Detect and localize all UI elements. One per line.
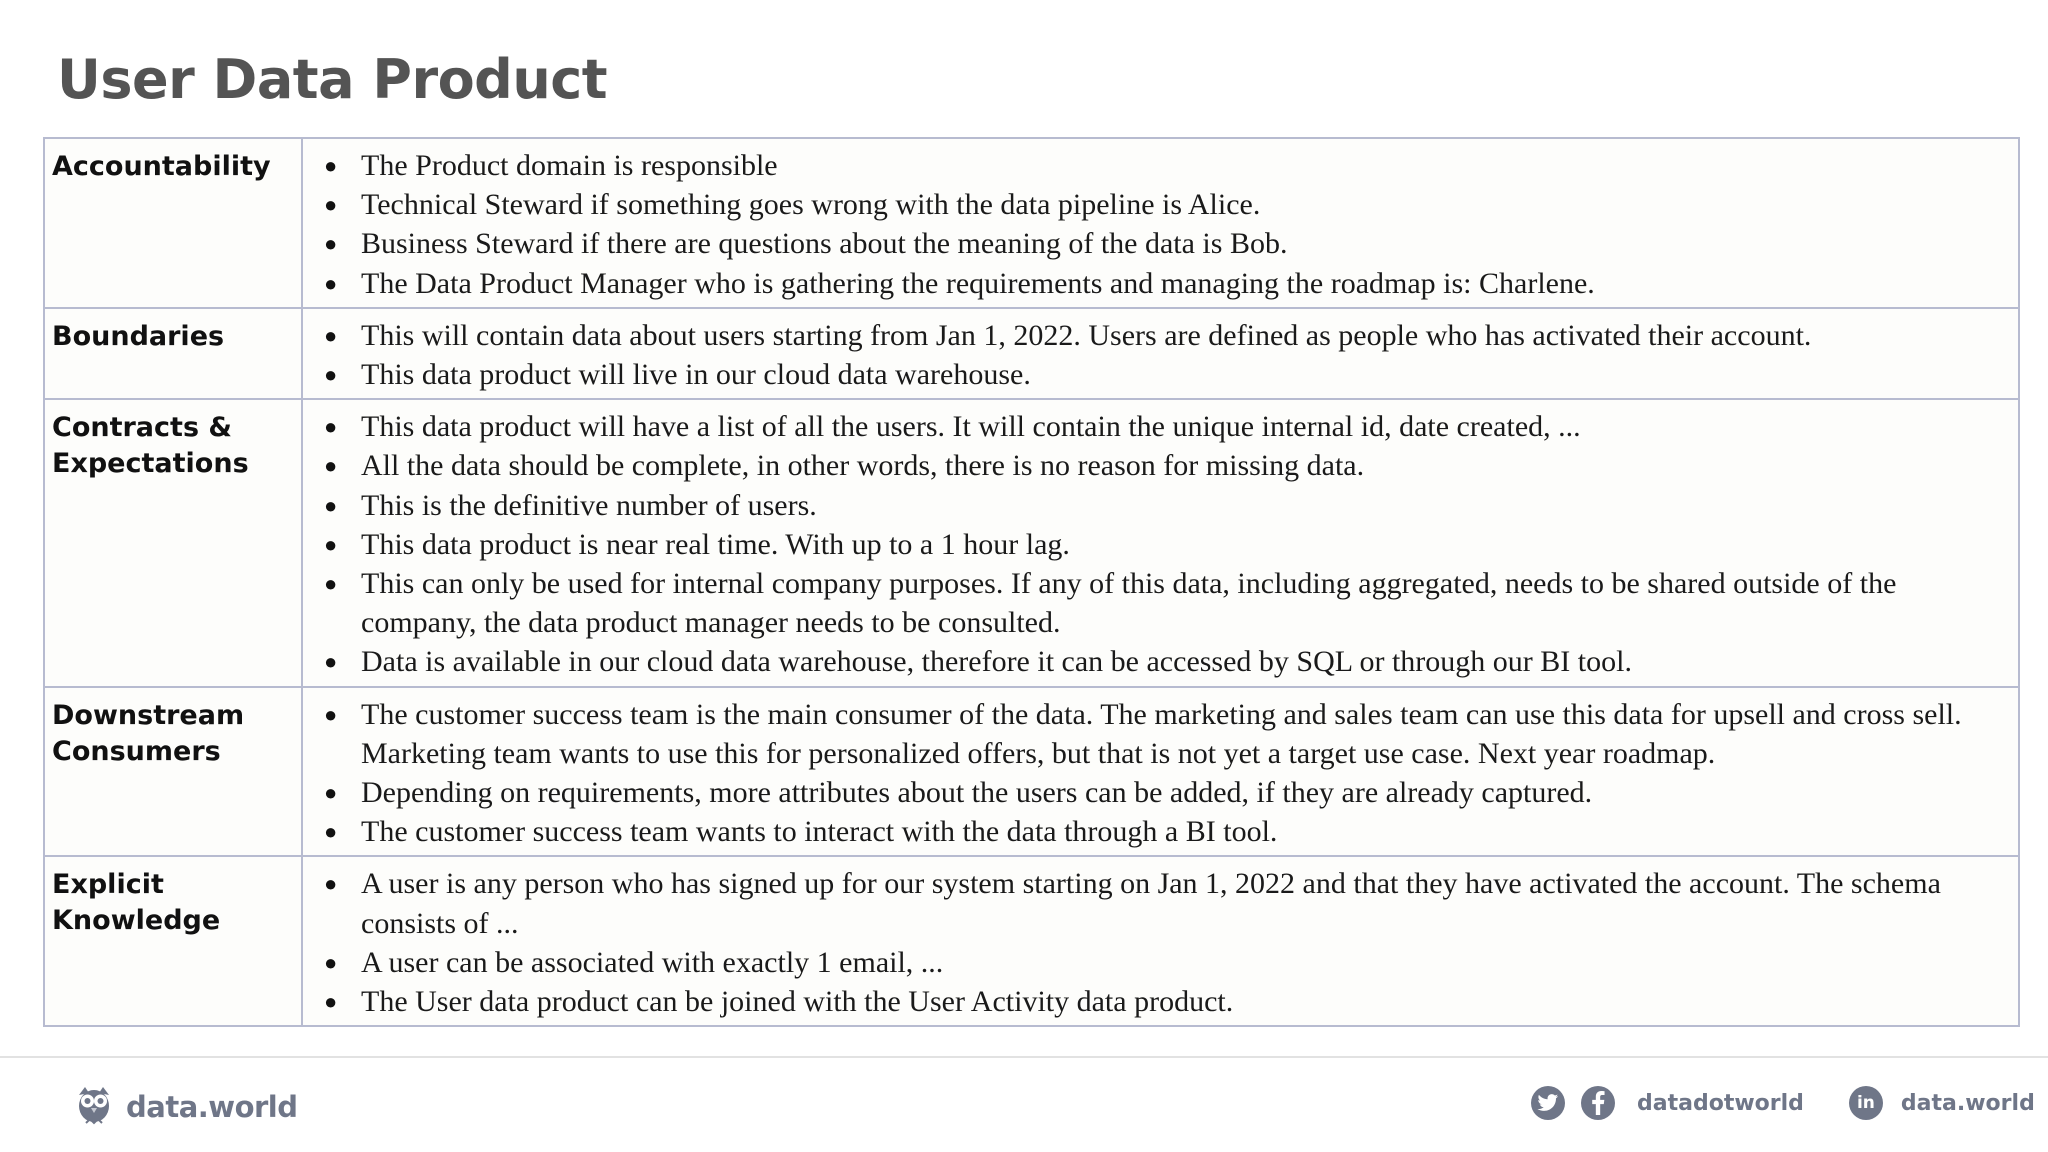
- bullet-item: [303, 486, 2002, 525]
- table-row: [44, 856, 2019, 1026]
- section-content: [302, 687, 2019, 857]
- section-label: Contracts & Expectations: [44, 399, 302, 686]
- bullet-text: The Data Product Manager who is gathering the requirements and managing the roadmap is: Charlene.: [361, 266, 1595, 300]
- bullet-text: This will contain data about users starting from Jan 1, 2022. Users are defined as people who has activated their account.: [361, 318, 1812, 352]
- bullet-text: Data is available in our cloud data warehouse, therefore it can be accessed by SQL or through our BI tool.: [361, 645, 1632, 679]
- bullet-dot-icon: ●: [324, 949, 338, 975]
- bullet-text: This is the definitive number of users.: [361, 488, 817, 522]
- bullet-dot-icon: ●: [324, 231, 338, 257]
- linkedin-handle[interactable]: data.world: [1900, 1090, 2035, 1116]
- bullet-item: [303, 407, 2002, 446]
- table-row: [44, 308, 2019, 399]
- bullet-list: [303, 695, 2002, 852]
- bullet-item: [303, 642, 2002, 681]
- page-title: User Data Product: [57, 48, 608, 111]
- bullet-item: [303, 812, 2002, 851]
- bullet-text: This data product will have a list of all the users. It will contain the unique internal id, date created, ...: [361, 410, 1581, 444]
- bullet-item: [303, 982, 2002, 1021]
- bullet-text: A user can be associated with exactly 1 email, ...: [361, 945, 944, 979]
- bullet-item: [303, 943, 2002, 982]
- bullet-dot-icon: ●: [324, 819, 338, 845]
- bullet-list: [303, 316, 2002, 394]
- bullet-list: [303, 146, 2002, 303]
- bullet-dot-icon: ●: [324, 453, 338, 479]
- section-label: Downstream Consumers: [44, 687, 302, 857]
- bullet-item: [303, 316, 2002, 355]
- bullet-item: [303, 185, 2002, 224]
- twitter-icon[interactable]: [1531, 1086, 1565, 1120]
- bullet-dot-icon: ●: [324, 414, 338, 440]
- bullet-item: [303, 355, 2002, 394]
- bullet-dot-icon: ●: [324, 270, 338, 296]
- linkedin-icon[interactable]: in: [1849, 1086, 1883, 1120]
- bullet-text: The User data product can be joined with the User Activity data product.: [361, 985, 1234, 1019]
- bullet-item: [303, 264, 2002, 303]
- bullet-text: The Product domain is responsible: [361, 149, 778, 182]
- bullet-item: [303, 525, 2002, 564]
- social-handle[interactable]: datadotworld: [1637, 1090, 1804, 1116]
- bullet-dot-icon: ●: [324, 871, 338, 897]
- bullet-dot-icon: ●: [324, 701, 338, 727]
- table-row: [44, 399, 2019, 686]
- bullet-text: Business Steward if there are questions about the meaning of the data is Bob.: [361, 227, 1288, 261]
- owl-logo-icon: [74, 1083, 114, 1130]
- bullet-text: The customer success team wants to interact with the data through a BI tool.: [361, 815, 1278, 849]
- section-content: [302, 308, 2019, 399]
- bullet-dot-icon: ●: [324, 322, 338, 348]
- section-content: [302, 138, 2019, 308]
- bullet-dot-icon: ●: [324, 153, 338, 178]
- bullet-text: This data product is near real time. With up to a 1 hour lag.: [361, 527, 1070, 561]
- brand-name: data.world: [126, 1089, 298, 1124]
- bullet-item: [303, 564, 2002, 642]
- bullet-list: [303, 864, 2002, 1021]
- bullet-text: A user is any person who has signed up for our system starting on Jan 1, 2022 and that they have activated the account. The schema consists of ...: [361, 867, 1941, 940]
- footer: [0, 1058, 2048, 1152]
- bullet-text: Depending on requirements, more attributes about the users can be added, if they are already captured.: [361, 776, 1593, 810]
- bullet-item: [303, 864, 2002, 942]
- bullet-dot-icon: ●: [324, 492, 338, 518]
- section-label: Boundaries: [44, 308, 302, 399]
- bullet-dot-icon: ●: [324, 531, 338, 557]
- bullet-dot-icon: ●: [324, 571, 338, 597]
- bullet-text: All the data should be complete, in other words, there is no reason for missing data.: [361, 449, 1365, 483]
- table-row: [44, 138, 2019, 308]
- section-content: [302, 856, 2019, 1026]
- section-label: Accountability: [44, 138, 302, 308]
- table-row: [44, 687, 2019, 857]
- data-product-table: [43, 137, 2020, 1027]
- bullet-dot-icon: ●: [324, 362, 338, 388]
- bullet-item: [303, 773, 2002, 812]
- bullet-text: Technical Steward if something goes wrong with the data pipeline is Alice.: [361, 188, 1261, 222]
- bullet-item: [303, 446, 2002, 485]
- bullet-text: The customer success team is the main consumer of the data. The marketing and sales team can use this data for upsell and cross sell. Marketing team wants to use this for personalized offers, but that is not yet a target use case. Next year roadmap.: [361, 697, 1962, 770]
- brand-logo[interactable]: [74, 1083, 298, 1130]
- section-label: Explicit Knowledge: [44, 856, 302, 1026]
- bullet-item: [303, 224, 2002, 263]
- bullet-item: [303, 695, 2002, 773]
- bullet-item: [303, 146, 2002, 185]
- bullet-text: This data product will live in our cloud data warehouse.: [361, 358, 1031, 392]
- bullet-text: This can only be used for internal company purposes. If any of this data, including aggregated, needs to be shared outside of the company, the data product manager needs to be consulted.: [361, 567, 1897, 640]
- bullet-dot-icon: ●: [324, 989, 338, 1015]
- facebook-icon[interactable]: [1581, 1086, 1615, 1120]
- bullet-dot-icon: ●: [324, 192, 338, 218]
- bullet-dot-icon: ●: [324, 780, 338, 806]
- bullet-dot-icon: ●: [324, 649, 338, 675]
- bullet-list: [303, 407, 2002, 681]
- section-content: [302, 399, 2019, 686]
- social-links: [1531, 1086, 2035, 1120]
- table-body: [44, 138, 2019, 1026]
